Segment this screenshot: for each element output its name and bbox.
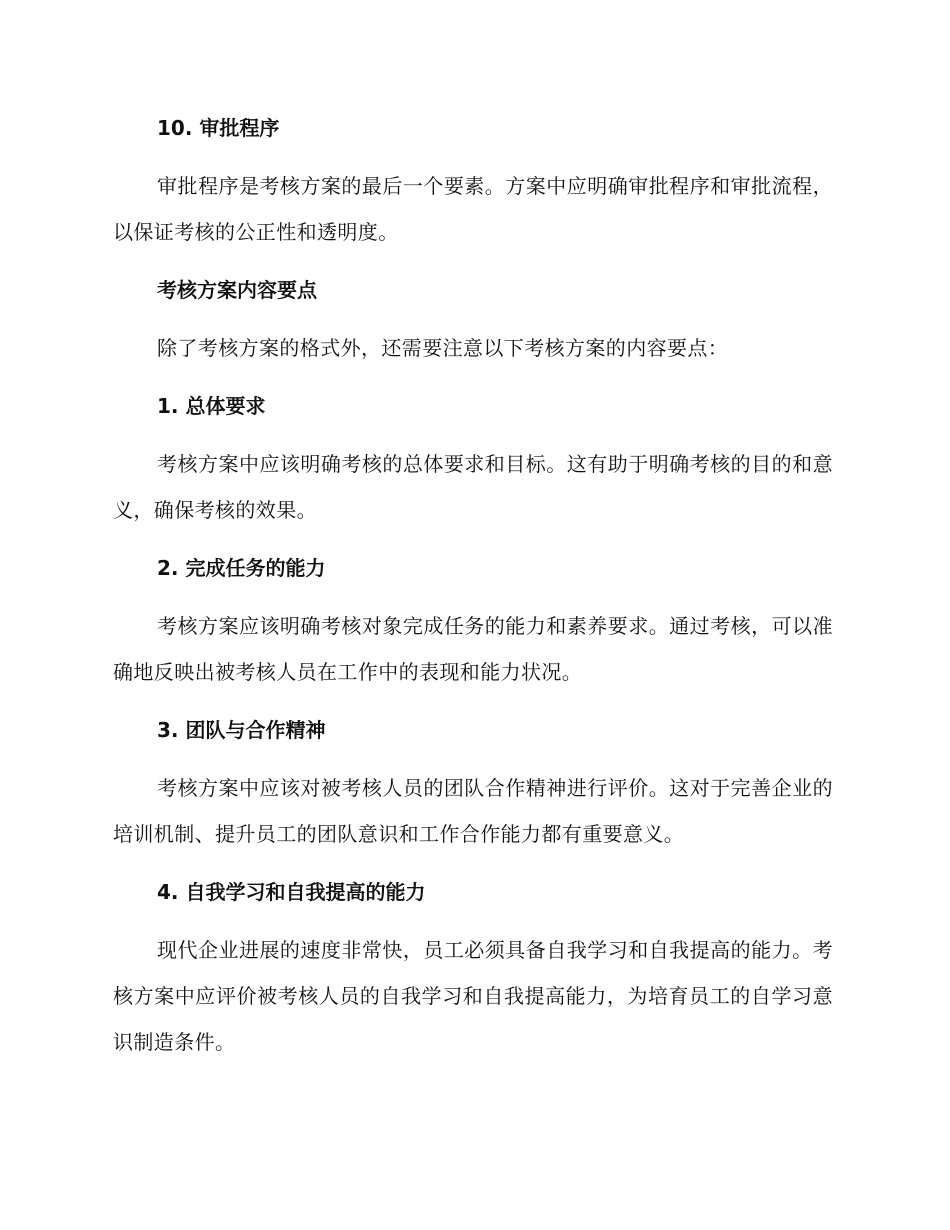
paragraph-task-ability: 考核方案应该明确考核对象完成任务的能力和素养要求。通过考核，可以准确地反映出被考核人员在工作中的表现和能力状况。 [113,614,833,684]
section-heading-content-points: 考核方案内容要点 [157,278,317,302]
section-heading-self-learning: 4. 自我学习和自我提高的能力 [157,880,426,904]
section-heading-task-ability: 2. 完成任务的能力 [157,556,326,580]
paragraph-teamwork: 考核方案中应该对被考核人员的团队合作精神进行评价。这对于完善企业的培训机制、提升员工的团队意识和工作合作能力都有重要意义。 [113,776,833,846]
section-heading-overall-requirements: 1. 总体要求 [157,394,266,418]
section-heading-approval: 10. 审批程序 [157,116,280,140]
section-heading-teamwork: 3. 团队与合作精神 [157,718,326,742]
paragraph-content-points-intro: 除了考核方案的格式外，还需要注意以下考核方案的内容要点： [157,336,729,360]
document-page [113,105,833,1077]
paragraph-approval: 审批程序是考核方案的最后一个要素。方案中应明确审批程序和审批流程，以保证考核的公正性和透明度。 [113,174,833,244]
paragraph-overall-requirements: 考核方案中应该明确考核的总体要求和目标。这有助于明确考核的目的和意义，确保考核的效果。 [113,452,833,522]
paragraph-self-learning: 现代企业进展的速度非常快，员工必须具备自我学习和自我提高的能力。考核方案中应评价被考核人员的自我学习和自我提高能力，为培育员工的自学习意识制造条件。 [113,938,833,1054]
